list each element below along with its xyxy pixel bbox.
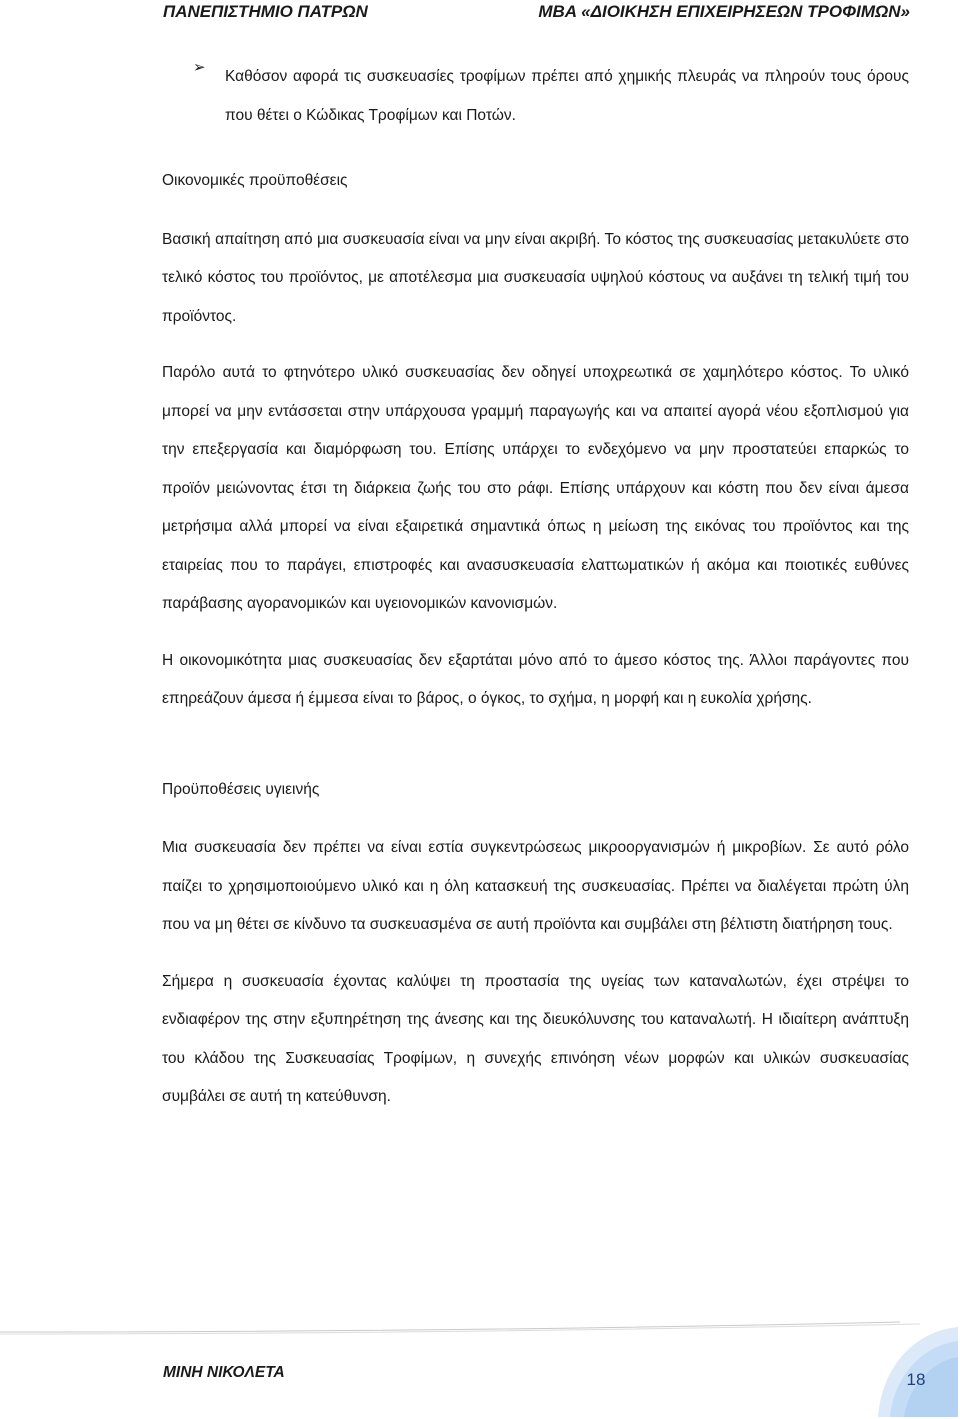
section-heading-economic: Οικονομικές προϋποθέσεις bbox=[162, 172, 348, 189]
footer-decorative-line bbox=[0, 1318, 960, 1338]
header-university: ΠΑΝΕΠΙΣΤΗΜΙΟ ΠΑΤΡΩΝ bbox=[163, 2, 368, 21]
paragraph-economic-2: Παρόλο αυτά το φτηνότερο υλικό συσκευασίας δεν οδηγεί υποχρεωτικά σε χαμηλότερο κόστος. Το υλικό μπορεί να μην εντάσσεται στην υπάρχουσα γραμμή παραγωγής και να απαιτεί αγορά νέου εξοπλισμού για την επεξεργασία και διαμόρφωση του. Επίσης υπάρχει το ενδεχόμενο να μην προστατεύει επαρκώς το προϊόν μειώνοντας έτσι τη διάρκεια ζωής του στο ράφι. Επίσης υπάρχουν και κόστη που δεν είναι άμεσα μετρήσιμα αλλά μπορεί να είναι εξαιρετικά σημαντικά όπως η μείωση της εικόνας του προϊόντος και της εταιρείας που το παράγει, επιστροφές και ανασυσκευασία ελαττωματικών ή ακόμα και ποιοτικές ευθύνες παράβασης αγορανομικών και υγειονομικών κανονισμών. bbox=[162, 364, 909, 612]
bullet-text: Καθόσον αφορά τις συσκευασίες τροφίμων πρέπει από χημικής πλευράς να πληρούν τους όρους που θέτει ο Κώδικας Τροφίμων και Ποτών. bbox=[225, 68, 909, 124]
paragraph-economic-3: Η οικονομικότητα μιας συσκευασίας δεν εξαρτάται μόνο από το άμεσο κόστος της. Άλλοι παράγοντες που επηρεάζουν άμεσα ή έμμεσα είναι το βάρος, ο όγκος, το σχήμα, η μορφή και η ευκολία χρήσης. bbox=[162, 651, 909, 707]
footer-author: ΜΙΝΗ ΝΙΚΟΛΕΤΑ bbox=[163, 1364, 285, 1381]
page-header bbox=[0, 2, 960, 24]
paragraph-hygiene-2: Σήμερα η συσκευασία έχοντας καλύψει τη προστασία της υγείας των καταναλωτών, έχει στρέψει το ενδιαφέρον της στην εξυπηρέτηση της άνεσης και της διευκόλυνσης του καταναλωτή. Η ιδιαίτερη ανάπτυξη του κλάδου της Συσκευασίας Τροφίμων, η συνεχής επινόηση νέων μορφών και υλικών συσκευασίας συμβάλει σε αυτή τη κατεύθυνση. bbox=[162, 972, 909, 1105]
section-heading-hygiene: Προϋποθέσεις υγιεινής bbox=[162, 780, 320, 798]
page-number: 18 bbox=[906, 1370, 926, 1389]
paragraph-hygiene-1: Μια συσκευασία δεν πρέπει να είναι εστία συγκεντρώσεως μικροοργανισμών ή μικροβίων. Σε αυτό ρόλο παίζει το χρησιμοποιούμενο υλικό και η όλη κατασκευή της συσκευασίας. Πρέπει να διαλέγεται πρώτη ύλη που να μη θέτει σε κίνδυνο τα συσκευασμένα σε αυτή προϊόντα και συμβάλει στη βέλτιστη διατήρηση τους. bbox=[162, 839, 909, 933]
paragraph-economic-1: Βασική απαίτηση από μια συσκευασία είναι να μην είναι ακριβή. Το κόστος της συσκευασίας μετακυλύετε στο τελικό κόστος του προϊόντος, με αποτέλεσμα μια συσκευασία υψηλού κόστους να αυξάνει τη τελική τιμή του προϊόντος. bbox=[162, 230, 909, 325]
bullet-item bbox=[162, 58, 909, 135]
arrowhead-bullet-icon: ➢ bbox=[193, 59, 206, 76]
document-body bbox=[162, 58, 909, 1117]
header-program: ΜΒΑ «ΔΙΟΙΚΗΣΗ ΕΠΙΧΕΙΡΗΣΕΩΝ ΤΡΟΦΙΜΩΝ» bbox=[538, 2, 910, 21]
